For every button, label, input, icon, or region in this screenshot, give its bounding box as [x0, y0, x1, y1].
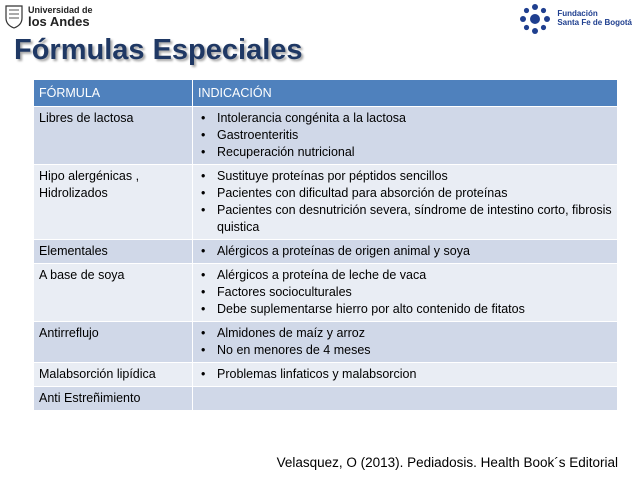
formula-cell: Hipo alergénicas , Hidrolizados: [34, 165, 193, 240]
indication-item: • Debe suplementarse hierro por alto contenido de fitatos: [213, 301, 612, 318]
indication-item: • Pacientes con dificultad para absorción de proteínas: [213, 185, 612, 202]
indication-cell: [193, 240, 618, 264]
university-logo-line1: Universidad de: [28, 5, 93, 15]
indication-item: • Gastroenteritis: [213, 127, 612, 144]
formula-cell: A base de soya: [34, 264, 193, 322]
table-row: [34, 240, 618, 264]
indication-cell: [193, 387, 618, 411]
formula-cell: Elementales: [34, 240, 193, 264]
indication-item: • Intolerancia congénita a la lactosa: [213, 110, 612, 127]
foundation-logo-line2: Santa Fe de Bogotá: [557, 18, 632, 27]
indication-item: • Problemas linfaticos y malabsorcion: [213, 366, 612, 383]
column-header-formula: FÓRMULA: [34, 80, 193, 107]
indication-item: • Factores socioculturales: [213, 284, 612, 301]
table-row: [34, 107, 618, 165]
table-row: [34, 363, 618, 387]
indication-item: • Alérgicos a proteínas de origen animal y soya: [213, 243, 612, 260]
formula-cell: Anti Estreñimiento: [34, 387, 193, 411]
table-row: [34, 322, 618, 363]
university-logo-line2: los Andes: [28, 14, 90, 29]
formula-cell: Antirreflujo: [34, 322, 193, 363]
table-row: [34, 387, 618, 411]
table-row: [34, 165, 618, 240]
indication-cell: [193, 107, 618, 165]
indication-item: • No en menores de 4 meses: [213, 342, 612, 359]
page-title: Fórmulas Especiales: [14, 34, 303, 66]
column-header-indication: INDICACIÓN: [193, 80, 618, 107]
indication-cell: [193, 363, 618, 387]
foundation-logo-line1: Fundación: [557, 9, 598, 19]
formula-cell: Libres de lactosa: [34, 107, 193, 165]
foundation-logo: [517, 2, 632, 36]
indication-item: • Pacientes con desnutrición severa, síndrome de intestino corto, fibrosis quistica: [213, 202, 612, 236]
indication-item: • Almidones de maíz y arroz: [213, 325, 612, 342]
formulas-table: [33, 79, 618, 411]
indication-item: • Sustituye proteínas por péptidos sencillos: [213, 168, 612, 185]
indication-cell: [193, 264, 618, 322]
indication-cell: [193, 322, 618, 363]
formula-cell: Malabsorción lipídica: [34, 363, 193, 387]
indication-item: • Recuperación nutricional: [213, 144, 612, 161]
foundation-emblem-icon: [517, 2, 553, 36]
university-logo: [4, 3, 93, 31]
indication-item: • Alérgicos a proteína de leche de vaca: [213, 267, 612, 284]
university-shield-icon: [4, 5, 24, 29]
table-header-row: [34, 80, 618, 107]
indication-cell: [193, 165, 618, 240]
table-row: [34, 264, 618, 322]
citation: Velasquez, O (2013). Pediadosis. Health Book´s Editorial: [276, 455, 618, 470]
